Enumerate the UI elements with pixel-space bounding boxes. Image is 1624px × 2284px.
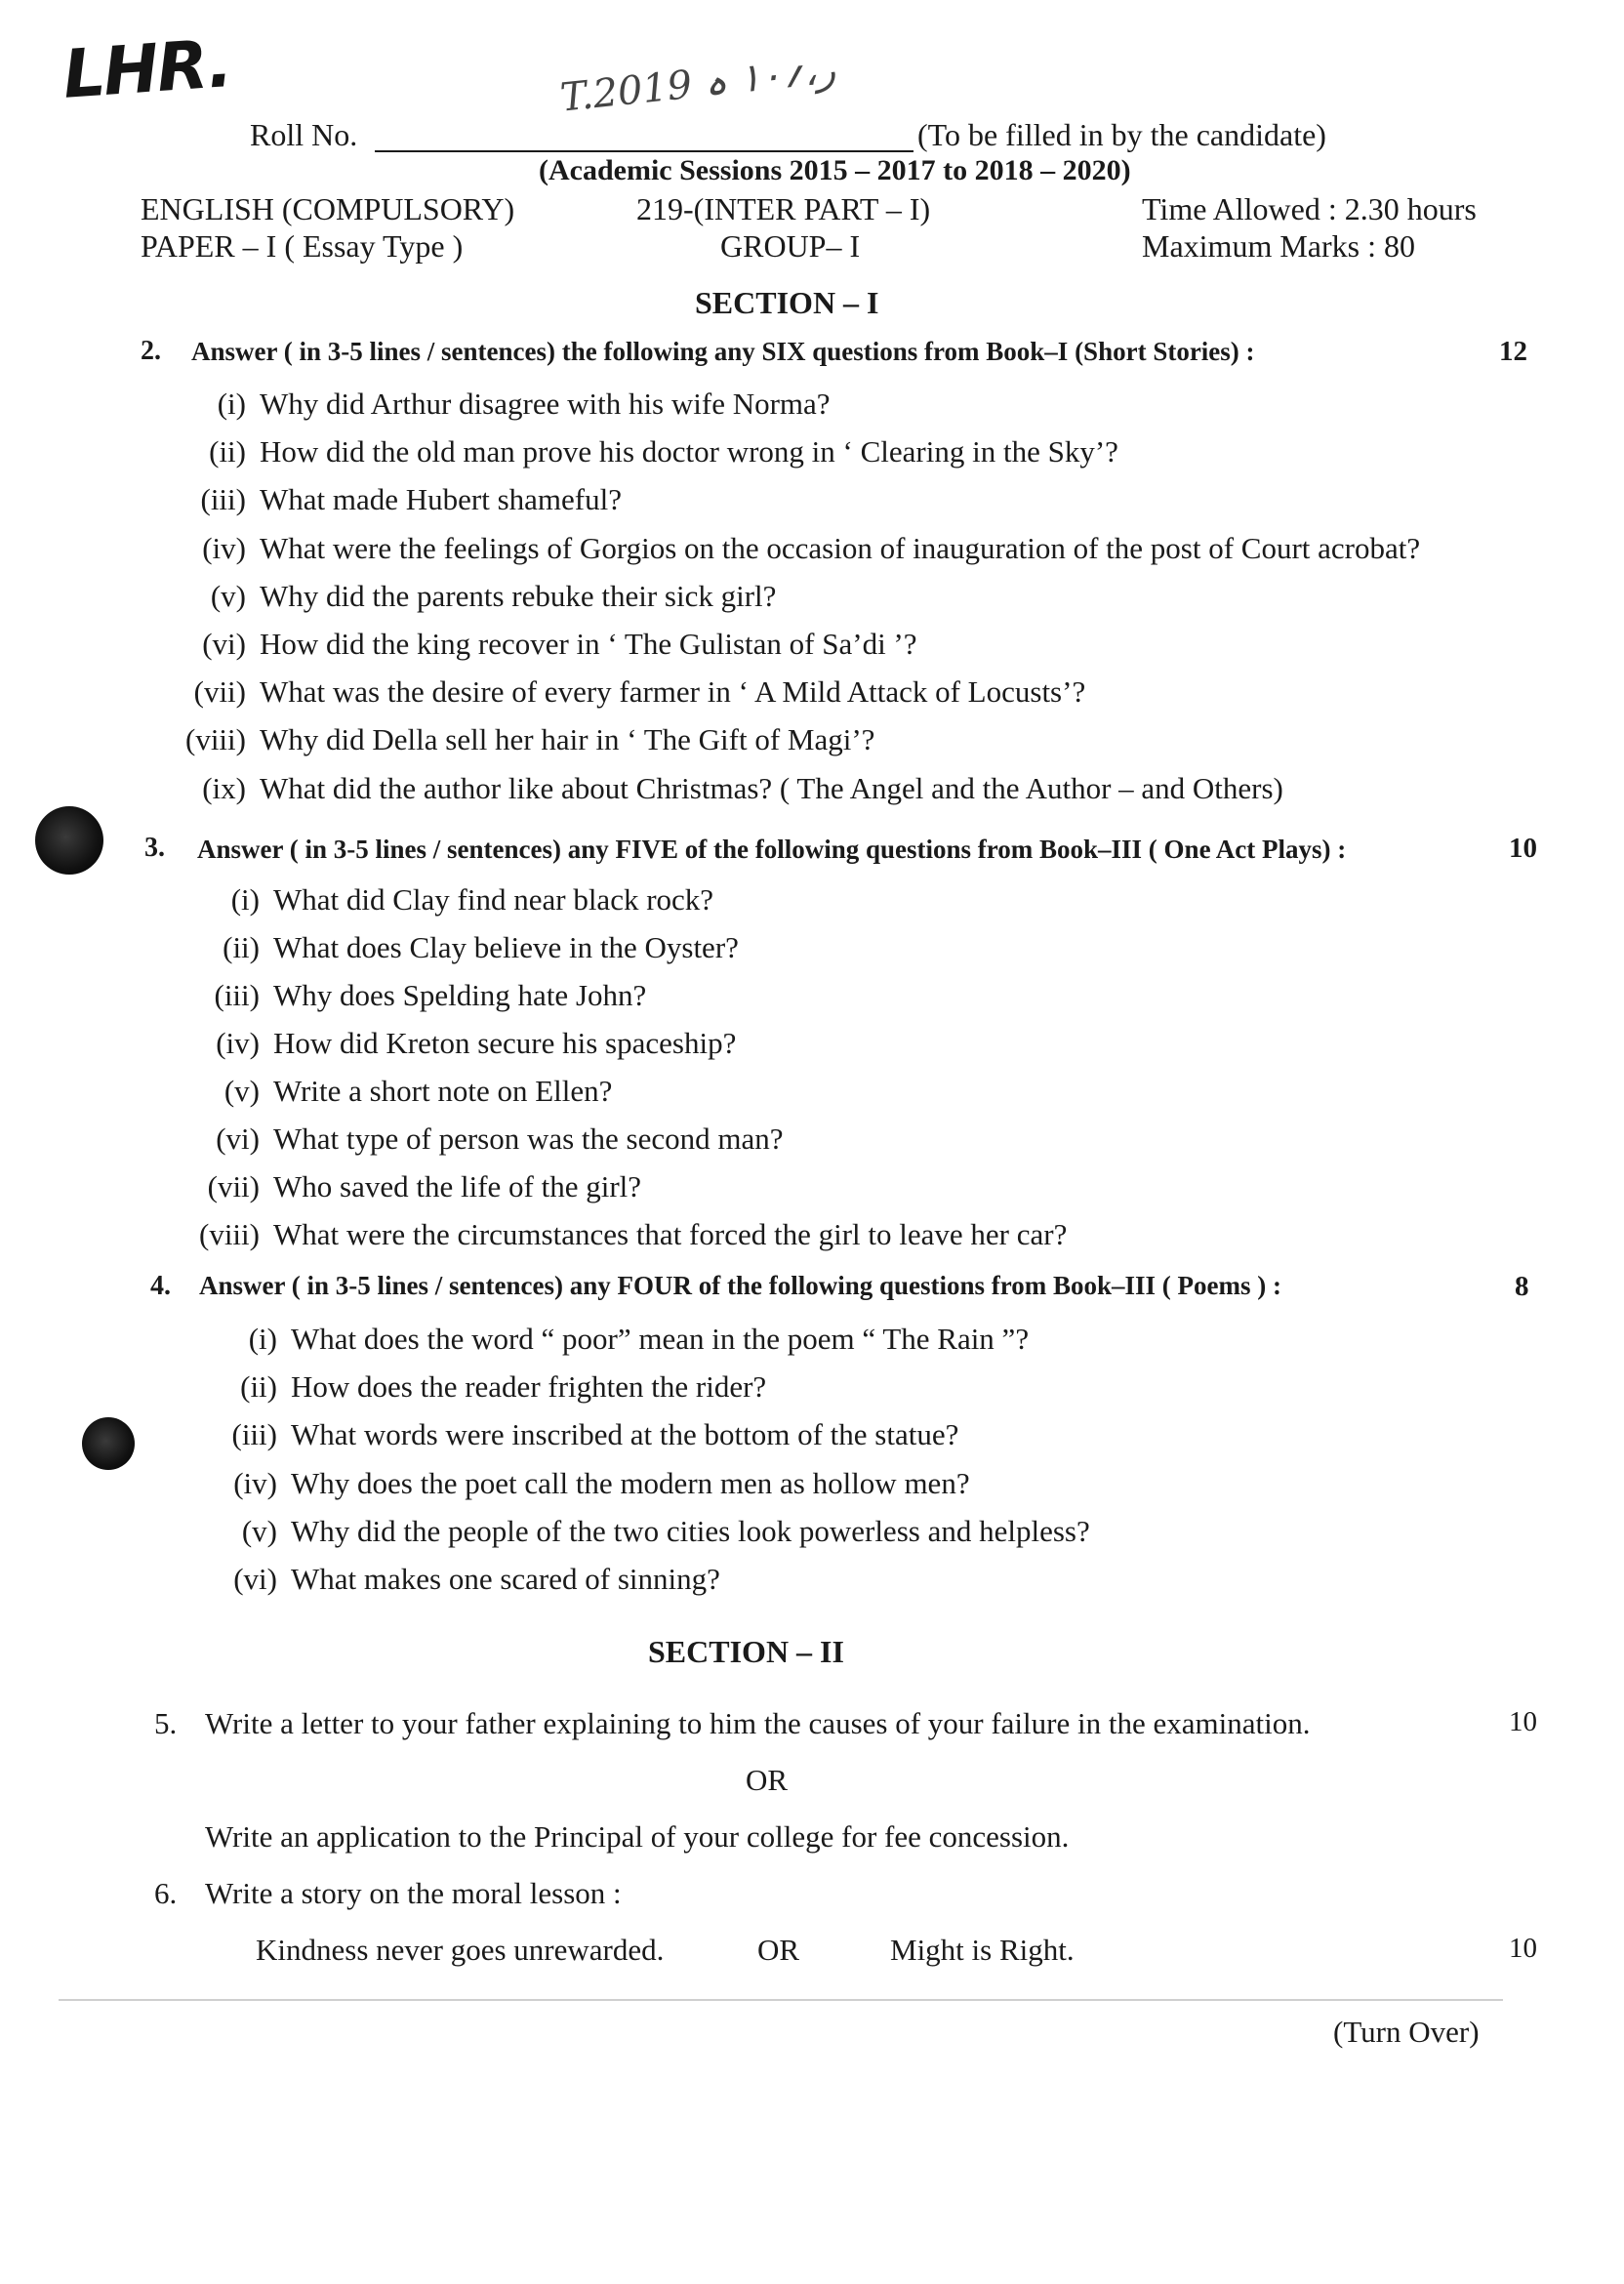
- question-item: [205, 1466, 970, 1501]
- section-1-title: SECTION – I: [695, 285, 879, 320]
- question-item-number: (iv): [202, 530, 246, 565]
- q5-alternative-text: Write an application to the Principal of your college for fee concession.: [205, 1819, 1070, 1854]
- question-item-text: What was the desire of every farmer in ‘ A Mild Attack of Locusts’?: [260, 674, 1086, 710]
- question-item-text: Why did Arthur disagree with his wife Norma?: [260, 387, 831, 421]
- question-item-text: What made Hubert shameful?: [260, 482, 622, 517]
- question-item-number: (vi): [216, 1122, 260, 1156]
- question-item-number: (iii): [231, 1417, 277, 1452]
- question-item-text: Who saved the life of the girl?: [273, 1169, 642, 1203]
- question-item: [182, 1169, 641, 1204]
- question-item: [182, 930, 739, 965]
- question-item-text: What words were inscribed at the bottom of the statue?: [291, 1417, 959, 1452]
- q3-number: 3.: [144, 833, 165, 863]
- question-item-number: (v): [223, 1074, 260, 1108]
- question-item-number: (i): [248, 1322, 277, 1356]
- question-item: [182, 1026, 736, 1061]
- question-item-number: (i): [230, 882, 260, 917]
- question-item: [182, 1074, 612, 1109]
- paper-type: PAPER – I ( Essay Type ): [141, 228, 464, 264]
- scan-artifact-line: [59, 1999, 1503, 2001]
- group-label: GROUP– I: [720, 228, 861, 264]
- q6-option-2: Might is Right.: [890, 1933, 1075, 1967]
- question-item-text: What were the feelings of Gorgios on the occasion of inauguration of the post of Court acrobat?: [260, 530, 1421, 565]
- question-item-number: (vi): [233, 1562, 277, 1596]
- q4-instruction: Answer ( in 3-5 lines / sentences) any FOUR of the following questions from Book–III ( Poems ) :: [199, 1271, 1281, 1300]
- question-item: [166, 482, 622, 517]
- question-item-number: (vii): [193, 674, 246, 710]
- question-item-text: Why does Spelding hate John?: [273, 978, 647, 1012]
- question-item-text: Why did Della sell her hair in ‘ The Gift of Magi’?: [260, 722, 875, 757]
- question-item-number: (iv): [233, 1465, 277, 1500]
- q2-number: 2.: [141, 336, 161, 366]
- question-item: [166, 579, 776, 614]
- q3-instruction: Answer ( in 3-5 lines / sentences) any FIVE of the following questions from Book–III ( One Act Plays) :: [197, 835, 1347, 864]
- paper-code: 219-(INTER PART – I): [636, 191, 931, 226]
- question-item: [166, 627, 917, 662]
- q6-or: OR: [757, 1933, 800, 1967]
- question-item: [182, 1122, 784, 1157]
- question-item-text: Why did the people of the two cities look powerless and helpless?: [291, 1513, 1090, 1548]
- q3-marks: 10: [1509, 833, 1537, 864]
- question-item-number: (viii): [199, 1217, 260, 1251]
- question-item: [205, 1417, 958, 1452]
- handwritten-date-note: T.ر،؍۱۰ ہ 2019: [558, 47, 838, 121]
- question-item-number: (vi): [202, 627, 246, 661]
- roll-number-label: Roll No.: [250, 117, 358, 152]
- question-item: [166, 387, 831, 422]
- question-item-number: (i): [217, 387, 246, 421]
- q5-marks: 10: [1509, 1706, 1537, 1737]
- maximum-marks: Maximum Marks : 80: [1142, 228, 1415, 264]
- question-item: [166, 771, 1283, 806]
- question-item-text: What did Clay find near black rock?: [273, 882, 714, 917]
- question-item-number: (vii): [207, 1169, 260, 1203]
- question-item: [166, 531, 1420, 566]
- q5-number: 5.: [154, 1706, 178, 1740]
- question-item-text: How does the reader frighten the rider?: [291, 1369, 767, 1405]
- fill-instruction: (To be filled in by the candidate): [917, 117, 1326, 152]
- punch-hole-mark: [35, 806, 103, 875]
- question-item-number: (viii): [185, 722, 246, 757]
- q4-marks: 8: [1515, 1271, 1529, 1302]
- question-item-number: (ii): [209, 434, 246, 469]
- turn-over-note: (Turn Over): [1333, 2015, 1480, 2049]
- q6-text: Write a story on the moral lesson :: [205, 1876, 622, 1910]
- q5-text: Write a letter to your father explaining to him the causes of your failure in the examination.: [205, 1706, 1311, 1740]
- question-item-number: (v): [210, 578, 246, 613]
- question-item-number: (iv): [216, 1026, 260, 1060]
- question-item: [166, 434, 1118, 469]
- question-item-number: (iii): [214, 978, 260, 1012]
- question-item-number: (ii): [223, 930, 260, 964]
- roll-number-underline: [375, 150, 914, 152]
- question-item-text: What type of person was the second man?: [273, 1122, 784, 1156]
- question-item: [166, 722, 874, 757]
- academic-sessions: (Academic Sessions 2015 – 2017 to 2018 – 2020): [539, 154, 1131, 186]
- subject-title: ENGLISH (COMPULSORY): [141, 191, 515, 226]
- question-item-text: How did Kreton secure his spaceship?: [273, 1026, 737, 1060]
- question-item: [205, 1562, 720, 1597]
- question-item: [182, 1217, 1067, 1252]
- question-item-number: (ii): [240, 1369, 277, 1405]
- question-item: [182, 978, 646, 1013]
- question-item-text: Why did the parents rebuke their sick girl?: [260, 578, 777, 613]
- q6-option-1: Kindness never goes unrewarded.: [256, 1933, 665, 1967]
- question-item-text: What were the circumstances that forced the girl to leave her car?: [273, 1217, 1068, 1251]
- question-item: [182, 882, 713, 918]
- handwritten-board-code: LHR.: [61, 25, 233, 114]
- question-item-text: What does Clay believe in the Oyster?: [273, 930, 739, 964]
- question-item: [205, 1322, 1029, 1357]
- question-item-text: Why does the poet call the modern men as hollow men?: [291, 1465, 970, 1500]
- q2-marks: 12: [1499, 336, 1527, 367]
- question-item-text: How did the old man prove his doctor wrong in ‘ Clearing in the Sky’?: [260, 434, 1118, 469]
- q5-or: OR: [746, 1763, 789, 1797]
- question-item-number: (iii): [200, 482, 246, 517]
- punch-hole-mark: [82, 1417, 135, 1470]
- question-item-text: What makes one scared of sinning?: [291, 1562, 720, 1596]
- question-item: [166, 674, 1085, 710]
- question-item-text: What does the word “ poor” mean in the poem “ The Rain ”?: [291, 1322, 1030, 1356]
- question-item-number: (v): [241, 1513, 277, 1548]
- q2-instruction: Answer ( in 3-5 lines / sentences) the following any SIX questions from Book–I (Short Stories) :: [191, 337, 1255, 366]
- question-item-text: What did the author like about Christmas? ( The Angel and the Author – and Others): [260, 770, 1283, 805]
- q6-marks: 10: [1509, 1933, 1537, 1964]
- question-item-text: Write a short note on Ellen?: [273, 1074, 613, 1108]
- question-item-text: How did the king recover in ‘ The Gulistan of Sa’di ’?: [260, 627, 917, 661]
- time-allowed: Time Allowed : 2.30 hours: [1142, 191, 1477, 226]
- question-item: [205, 1514, 1090, 1549]
- q6-number: 6.: [154, 1876, 178, 1910]
- q4-number: 4.: [150, 1271, 171, 1301]
- question-item: [205, 1369, 766, 1405]
- question-item-number: (ix): [202, 770, 246, 805]
- section-2-title: SECTION – II: [648, 1634, 844, 1669]
